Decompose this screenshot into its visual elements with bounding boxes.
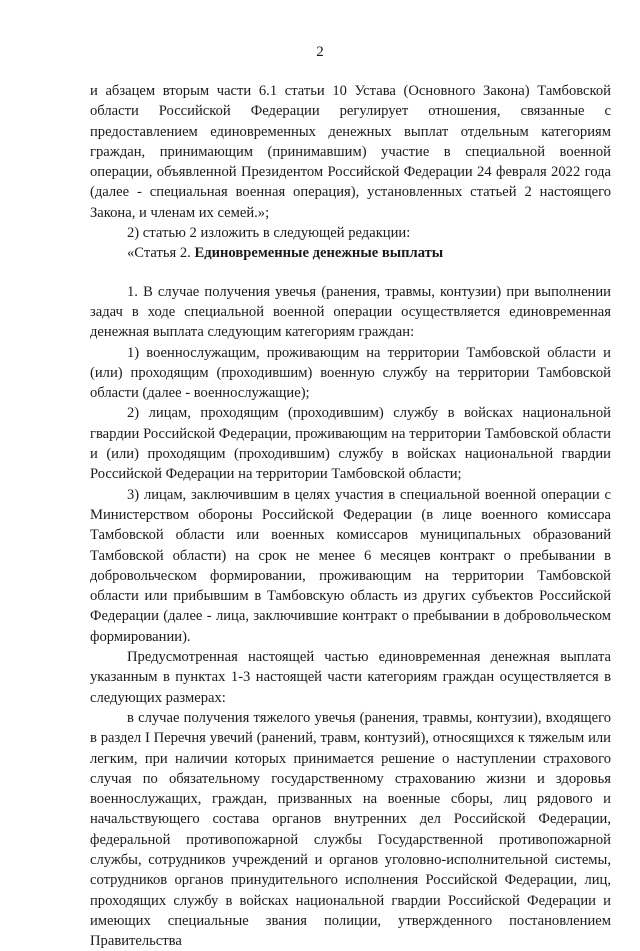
paragraph-amendment: 2) статью 2 изложить в следующей редакции:: [127, 225, 411, 242]
paragraph-intro: и абзацем вторым части 6.1 статьи 10 Устава (Основного Закона) Тамбовской области Российской Федерации регулирует отношения, связанные с предоставлением единовременных денежных выплат отдельным категориям граждан, принимающим (принимавшим) участие в специальной военной операции, объявленной Президентом Российской Федерации 24 февраля 2022 года (далее - специальная военная операция), установленных статьей 2 настоящего Закона, и членам их семей.»;: [90, 83, 611, 221]
page-number: 2: [316, 44, 324, 60]
article-heading-prefix: «Статья 2.: [127, 245, 195, 262]
spacer: [90, 264, 611, 282]
document-body: [90, 81, 611, 951]
article-heading-title: Единовременные денежные выплаты: [194, 245, 444, 262]
article-heading: [90, 243, 611, 263]
paragraph-amounts: Предусмотренная настоящей частью единовременная денежная выплата указанным в пунктах 1-3 настоящей части категориям граждан осуществляется в следующих размерах:: [90, 649, 611, 706]
list-item-2: 2) лицам, проходящим (проходившим) службу в войсках национальной гвардии Российской Федерации, проживающим на территории Тамбовской области и (или) проходящим (проходившим) службу в войсках национальной гвардии Российской Федерации на территории Тамбовской области;: [90, 405, 611, 483]
list-item-3: 3) лицам, заключившим в целях участия в специальной военной операции с Министерством обороны Российской Федерации (в лице военного комиссара Тамбовской области или военных комиссаров муниципальных образований Тамбовской области) на срок не менее 6 месяцев контракт о пребывании в добровольческом формировании, проживающим на территории Тамбовской области или прибывшим в Тамбовскую область из других субъектов Российской Федерации (далее - лица, заключившие контракт о пребывании в добровольческом формировании).: [90, 486, 611, 645]
paragraph-severe-injury: в случае получения тяжелого увечья (ранения, травмы, контузии), входящего в раздел I Перечня увечий (ранений, травм, контузий), относящихся к тяжелым или легким, при наличии которых принимается решение о наступлении страхового случая по обязательному государственному страхованию жизни и здоровья военнослужащих, граждан, призванных на военные сборы, лиц рядового и начальствующего состава органов внутренних дел Российской Федерации, федеральной противопожарной службы Государственной противопожарной службы, сотрудников учреждений и органов уголовно-исполнительной системы, сотрудников органов принудительного исполнения Российской Федерации, лиц, проходящих службу в войсках национальной гвардии Российской Федерации и имеющих специальные звания полиции, утвержденного постановлением Правительства: [90, 709, 611, 950]
paragraph-part-1: 1. В случае получения увечья (ранения, травмы, контузии) при выполнении задач в ходе специальной военной операции осуществляется единовременная денежная выплата следующим категориям граждан:: [90, 283, 611, 341]
list-item-1: 1) военнослужащим, проживающим на территории Тамбовской области и (или) проходящим (проходившим) военную службу на территории Тамбовской области (далее - военнослужащие);: [90, 344, 611, 402]
